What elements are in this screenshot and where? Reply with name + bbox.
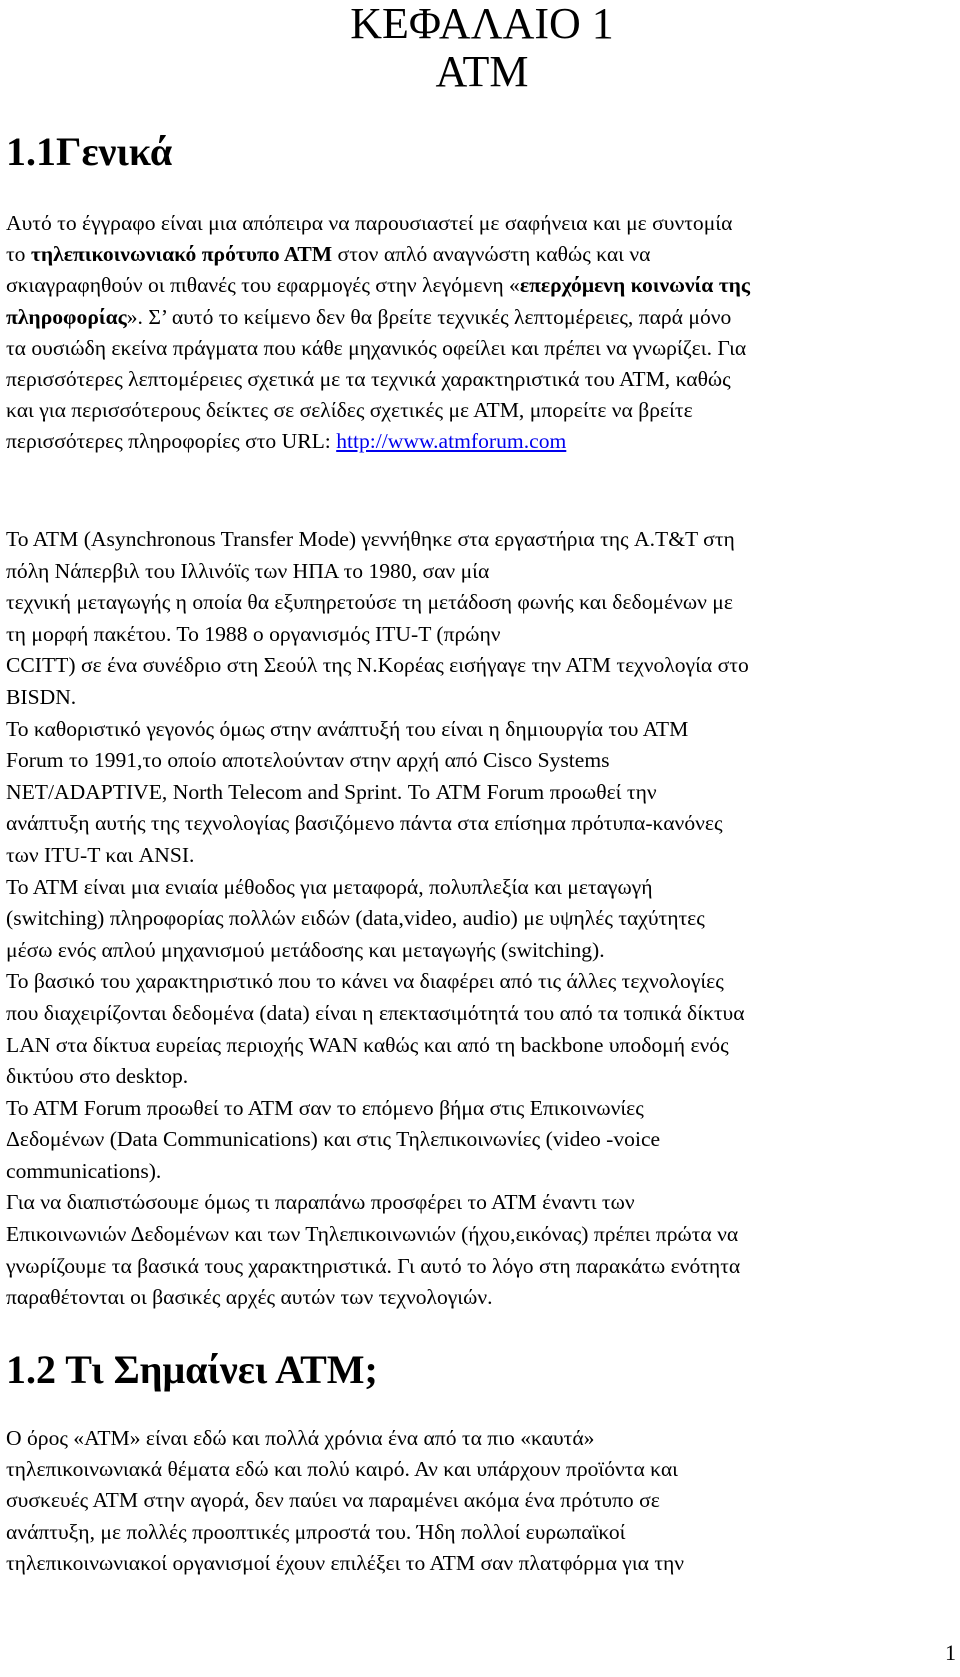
text-line: (switching) πληροφορίας πολλών ειδών (data,video, audio) με υψηλές ταχύτητες: [6, 906, 705, 931]
text-line: Το καθοριστικό γεγονός όμως στην ανάπτυξή του είναι η δημιουργία του ΑΤΜ: [6, 716, 689, 741]
chapter-number: ΚΕΦΑΛΑΙΟ 1: [350, 0, 614, 48]
text-line: Επικοινωνιών Δεδομένων και των Τηλεπικοινωνιών (ήχου,εικόνας) πρέπει πρώτα να: [6, 1222, 739, 1247]
text-run: το: [6, 242, 31, 267]
text-line: που διαχειρίζονται δεδομένα (data) είναι η επεκτασιμότητά του από τα τοπικά δίκτυα: [6, 1000, 745, 1025]
text-line: και για περισσότερους δείκτες σε σελίδες σχετικές με ΑΤΜ, μπορείτε να βρείτε: [6, 398, 693, 423]
text-line: [6, 426, 942, 457]
text-line: συσκευές ΑΤΜ στην αγορά, δεν παύει να παραμένει ακόμα ένα πρότυπο σε: [6, 1488, 660, 1513]
text-line: μέσω ενός απλού μηχανισμού μετάδοσης και μεταγωγής (switching).: [6, 937, 605, 962]
text-line: γνωρίζουμε τα βασικά τους χαρακτηριστικά. Γι αυτό το λόγο στη παρακάτω ενότητα: [6, 1253, 741, 1278]
text-line: [6, 302, 942, 333]
chapter-title: [0, 0, 960, 96]
text-run: στον απλό αναγνώστη καθώς και να: [332, 242, 651, 267]
text-line: Ο όρος «ΑΤΜ» είναι εδώ και πολλά χρόνια ένα από τα πιο «καυτά»: [6, 1426, 595, 1450]
text-line: NET/ADAPTIVE, North Telecom and Sprint. Το ATM Forum προωθεί την: [6, 779, 657, 804]
section-heading-general: 1.1Γενικά: [6, 129, 173, 174]
section-heading-what-is-atm: 1.2 Τι Σημαίνει ΑΤΜ;: [6, 1347, 378, 1392]
text-line: [6, 239, 942, 270]
text-line: Forum το 1991,το οποίο αποτελούνταν στην αρχή από Cisco Systems: [6, 748, 610, 773]
text-line: παραθέτονται οι βασικές αρχές αυτών των τεχνολογιών.: [6, 1285, 493, 1310]
text-line: τα ουσιώδη εκείνα πράγματα που κάθε μηχανικός οφείλει και πρέπει να γνωρίζει. Για: [6, 335, 747, 360]
text-line: δικτύου στο desktop.: [6, 1064, 189, 1089]
text-line: [6, 270, 942, 301]
section2-paragraph: [6, 1423, 942, 1579]
atmforum-link[interactable]: http://www.atmforum.com: [336, 429, 567, 454]
bold-term: πληροφορίας: [6, 304, 127, 329]
text-line: Αυτό το έγγραφο είναι μια απόπειρα να παρουσιαστεί με σαφήνεια και με συντομία: [6, 211, 733, 235]
text-line: ανάπτυξη, με πολλές προοπτικές μπροστά του. Ήδη πολλοί ευρωπαϊκοί: [6, 1519, 626, 1544]
text-line: των ITU-T και ANSI.: [6, 842, 195, 867]
text-line: τηλεπικοινωνιακοί οργανισμοί έχουν επιλέξει το ΑΤΜ σαν πλατφόρμα για την: [6, 1550, 685, 1575]
text-run: σκιαγραφηθούν οι πιθανές του εφαρμογές στην λεγόμενη «: [6, 273, 520, 298]
text-line: τη μορφή πακέτου. Το 1988 ο οργανισμός ITU-T (πρώην: [6, 621, 501, 646]
text-line: CCITT) σε ένα συνέδριο στη Σεούλ της Ν.Κορέας εισήγαγε την ΑΤΜ τεχνολογία στο: [6, 653, 749, 678]
text-line: LAN στα δίκτυα ευρείας περιοχής WAN καθώς και από τη backbone υποδομή ενός: [6, 1032, 729, 1057]
text-line: πόλη Νάπερβιλ του Ιλλινόϊς των ΗΠΑ το 1980, σαν μία: [6, 558, 490, 583]
text-line: Το βασικό του χαρακτηριστικό που το κάνει να διαφέρει από τις άλλες τεχνολογίες: [6, 969, 724, 994]
text-line: περισσότερες λεπτομέρειες σχετικά με τα τεχνικά χαρακτηριστικά του ΑΤΜ, καθώς: [6, 367, 731, 392]
text-line: Το ΑΤΜ (Asynchronous Transfer Mode) γεννήθηκε στα εργαστήρια της A.T&T στη: [6, 527, 735, 551]
text-line: communications).: [6, 1158, 162, 1183]
text-line: BISDN.: [6, 684, 77, 709]
text-run: ». Σ’ αυτό το κείμενο δεν θα βρείτε τεχνικές λεπτομέρειες, παρά μόνο: [126, 304, 732, 329]
text-line: τηλεπικοινωνιακά θέματα εδώ και πολύ καιρό. Αν και υπάρχουν προϊόντα και: [6, 1457, 678, 1482]
bold-term: επερχόμενη κοινωνία της: [519, 273, 751, 298]
intro-paragraph: [6, 208, 942, 458]
text-line: Το ΑΤΜ είναι μια ενιαία μέθοδος για μεταφορά, πολυπλεξία και μεταγωγή: [6, 874, 653, 899]
text-line: ανάπτυξη αυτής της τεχνολογίας βασιζόμενο πάντα στα επίσημα πρότυπα-κανόνες: [6, 811, 723, 836]
page-number: 1: [945, 1640, 956, 1665]
text-line: Για να διαπιστώσουμε όμως τι παραπάνω προσφέρει το ΑΤΜ έναντι των: [6, 1190, 635, 1215]
body-paragraphs: [6, 524, 942, 1314]
text-line: τεχνική μεταγωγής η οποία θα εξυπηρετούσε τη μετάδοση φωνής και δεδομένων με: [6, 590, 733, 615]
text-run: περισσότερες πληροφορίες στο URL:: [6, 429, 337, 454]
bold-term: τηλεπικοινωνιακό πρότυπο ΑΤΜ: [30, 242, 333, 267]
text-line: Το ΑΤΜ Forum προωθεί το ΑΤΜ σαν το επόμενο βήμα στις Επικοινωνίες: [6, 1095, 644, 1120]
text-line: Δεδομένων (Data Communications) και στις Τηλεπικοινωνίες (video -voice: [6, 1127, 661, 1152]
chapter-subject: ΑΤΜ: [435, 47, 529, 96]
